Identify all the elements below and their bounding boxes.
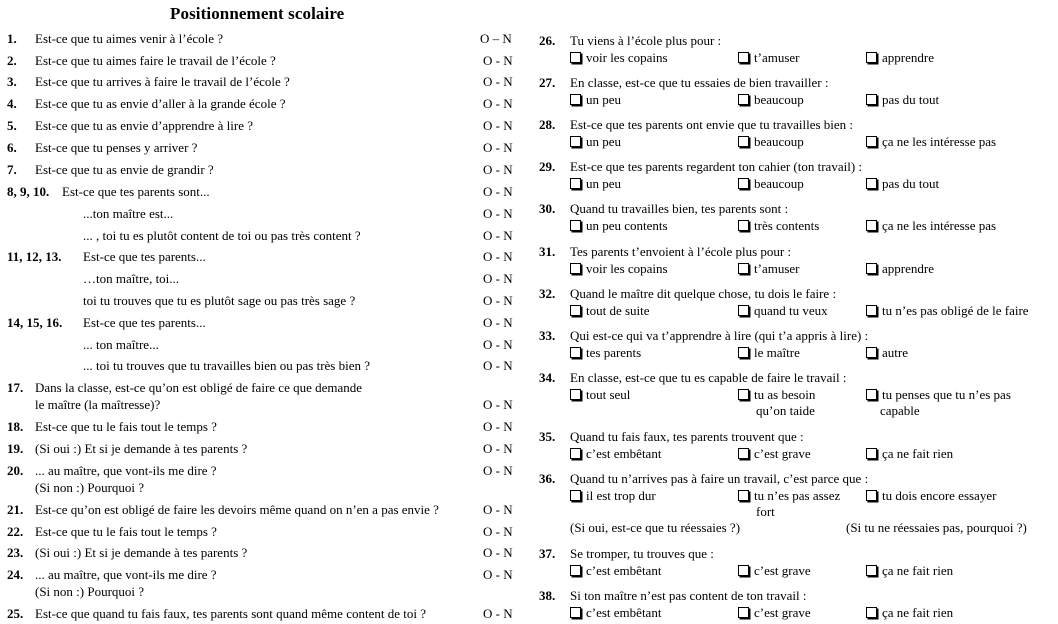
checkbox-icon[interactable] (866, 448, 877, 459)
checkbox-label: un peu (586, 176, 622, 191)
checkbox-label: t’amuser (754, 50, 800, 65)
checkbox-label: ça ne les intéresse pas (882, 218, 997, 233)
checkbox-option[interactable] (866, 387, 1011, 402)
checkbox-label: ça ne les intéresse pas (882, 134, 997, 149)
question-number: 25. (7, 606, 24, 621)
checkbox-label: pas du tout (882, 92, 940, 107)
question-number: 26. (539, 33, 556, 48)
yes-no-choice[interactable]: O - N (483, 337, 513, 352)
checkbox-label: c’est embêtant (586, 563, 662, 578)
yes-no-choice[interactable]: O - N (483, 567, 513, 582)
checkbox-label: tu as besoin (754, 387, 816, 402)
checkbox-label: tes parents (586, 345, 642, 360)
checkbox-icon[interactable] (866, 305, 877, 316)
checkbox-icon[interactable] (570, 490, 581, 501)
checkbox-icon[interactable] (738, 448, 749, 459)
yes-no-choice[interactable]: O - N (483, 74, 513, 89)
question-text: En classe, est-ce que tu essaies de bien travailler : (570, 75, 829, 90)
yes-no-choice[interactable]: O - N (483, 140, 513, 155)
question-text: ... ton maître... (83, 337, 159, 352)
checkbox-icon[interactable] (738, 263, 749, 274)
yes-no-choice[interactable]: O - N (483, 293, 513, 308)
question-text: Est-ce que tes parents regardent ton cahier (ton travail) : (570, 159, 863, 174)
follow-up-note: (Si oui, est-ce que tu réessaies ?) (570, 520, 741, 535)
question-number: 21. (7, 502, 24, 517)
checkbox-option[interactable] (866, 563, 953, 578)
checkbox-icon[interactable] (570, 52, 581, 63)
question-number: 1. (7, 31, 17, 46)
checkbox-label: il est trop dur (586, 488, 656, 503)
checkbox-label: c’est embêtant (586, 446, 662, 461)
checkbox-icon[interactable] (738, 52, 749, 63)
checkbox-icon[interactable] (866, 565, 877, 576)
checkbox-label: le maître (754, 345, 800, 360)
question-number: 38. (539, 588, 556, 603)
yes-no-choice[interactable]: O – N (480, 31, 512, 46)
checkbox-label: ça ne fait rien (882, 563, 954, 578)
checkbox-option[interactable] (738, 488, 840, 503)
question-number: 6. (7, 140, 17, 155)
yes-no-choice[interactable]: O - N (483, 502, 513, 517)
checkbox-label-continued: fort (756, 504, 775, 519)
checkbox-label: ça ne fait rien (882, 446, 954, 461)
question-text: ... au maître, que vont-ils me dire ? (35, 463, 217, 478)
checkbox-icon[interactable] (866, 220, 877, 231)
checkbox-icon[interactable] (738, 565, 749, 576)
checkbox-icon[interactable] (866, 178, 877, 189)
question-text: Quand tu fais faux, tes parents trouvent que : (570, 429, 804, 444)
checkbox-label: tout de suite (586, 303, 650, 318)
question-text: Est-ce que tu aimes venir à l’école ? (35, 31, 224, 46)
question-text: Est-ce que tu aimes faire le travail de l’école ? (35, 53, 276, 68)
checkbox-icon[interactable] (866, 347, 877, 358)
yes-no-choice[interactable]: O - N (483, 463, 513, 478)
question-number: 29. (539, 159, 556, 174)
checkbox-label: quand tu veux (754, 303, 828, 318)
checkbox-label: c’est embêtant (586, 605, 662, 620)
checkbox-option[interactable] (570, 261, 668, 276)
yes-no-choice[interactable]: O - N (483, 545, 513, 560)
checkbox-icon[interactable] (570, 565, 581, 576)
checkbox-icon[interactable] (866, 136, 877, 147)
question-number: 32. (539, 286, 556, 301)
question-text: Est-ce que tu arrives à faire le travail de l’école ? (35, 74, 290, 89)
question-text: …ton maître, toi... (83, 271, 180, 286)
checkbox-icon[interactable] (866, 607, 877, 618)
question-number: 19. (7, 441, 24, 456)
question-number: 4. (7, 96, 17, 111)
checkbox-option[interactable] (570, 218, 668, 233)
question-number: 5. (7, 118, 17, 133)
question-text: Est-ce que tes parents... (83, 315, 206, 330)
checkbox-icon[interactable] (738, 94, 749, 105)
question-number: 17. (7, 380, 24, 395)
checkbox-option[interactable] (866, 345, 908, 360)
question-text: Est-ce que tu as envie de grandir ? (35, 162, 214, 177)
checkbox-label-continued: capable (880, 403, 920, 418)
checkbox-label: ça ne fait rien (882, 605, 954, 620)
question-text: (Si oui :) Et si je demande à tes parents ? (35, 545, 248, 560)
checkbox-option[interactable] (738, 563, 811, 578)
yes-no-choice[interactable]: O - N (483, 118, 513, 133)
yes-no-choice[interactable]: O - N (483, 397, 513, 412)
checkbox-label-continued: qu’on taide (756, 403, 815, 418)
checkbox-icon[interactable] (866, 389, 877, 400)
checkbox-icon[interactable] (570, 136, 581, 147)
question-text: Est-ce que tes parents... (83, 249, 206, 264)
question-number: 3. (7, 74, 17, 89)
checkbox-label: pas du tout (882, 176, 940, 191)
checkbox-option[interactable] (570, 50, 668, 65)
checkbox-icon[interactable] (866, 490, 877, 501)
question-number: 20. (7, 463, 24, 478)
question-text: ...ton maître est... (83, 206, 174, 221)
checkbox-icon[interactable] (570, 389, 581, 400)
checkbox-label: c’est grave (754, 605, 811, 620)
page-title: Positionnement scolaire (170, 4, 345, 23)
checkbox-option[interactable] (738, 387, 815, 402)
question-text: ... au maître, que vont-ils me dire ? (35, 567, 217, 582)
yes-no-choice[interactable]: O - N (483, 162, 513, 177)
checkbox-option[interactable] (866, 303, 1029, 318)
question-text: En classe, est-ce que tu es capable de faire le travail : (570, 370, 847, 385)
checkbox-icon[interactable] (570, 263, 581, 274)
checkbox-option[interactable] (738, 218, 819, 233)
question-number: 7. (7, 162, 17, 177)
question-text: (Si oui :) Et si je demande à tes parents ? (35, 441, 248, 456)
yes-no-choice[interactable]: O - N (483, 53, 513, 68)
question-text: Dans la classe, est-ce qu’on est obligé de faire ce que demande (35, 380, 363, 395)
checkbox-label: voir les copains (586, 261, 668, 276)
question-text: Quand tu n’arrives pas à faire un travail, c’est parce que : (570, 471, 869, 486)
question-number: 31. (539, 244, 556, 259)
checkbox-icon[interactable] (866, 263, 877, 274)
checkbox-icon[interactable] (738, 389, 749, 400)
checkbox-label: beaucoup (754, 92, 804, 107)
yes-no-choice[interactable]: O - N (483, 206, 513, 221)
question-text: Tu viens à l’école plus pour : (570, 33, 722, 48)
question-text: Qui est-ce qui va t’apprendre à lire (qui t’a appris à lire) : (570, 328, 869, 343)
checkbox-option[interactable] (570, 488, 656, 503)
yes-no-choice[interactable]: O - N (483, 184, 513, 199)
question-number: 14, 15, 16. (7, 315, 63, 330)
yes-no-choice[interactable]: O - N (483, 271, 513, 286)
checkbox-label: voir les copains (586, 50, 668, 65)
question-text-continued: (Si non :) Pourquoi ? (35, 584, 145, 599)
checkbox-option[interactable] (866, 218, 996, 233)
checkbox-label: beaucoup (754, 176, 804, 191)
checkbox-option[interactable] (866, 134, 996, 149)
right-column (530, 0, 1058, 624)
checkbox-icon[interactable] (570, 607, 581, 618)
yes-no-choice[interactable]: O - N (483, 96, 513, 111)
question-number: 28. (539, 117, 556, 132)
question-text: Est-ce que tes parents ont envie que tu travailles bien : (570, 117, 854, 132)
checkbox-icon[interactable] (570, 347, 581, 358)
checkbox-option[interactable] (738, 92, 804, 107)
checkbox-label: beaucoup (754, 134, 804, 149)
checkbox-icon[interactable] (738, 178, 749, 189)
checkbox-icon[interactable] (738, 607, 749, 618)
checkbox-icon[interactable] (866, 94, 877, 105)
checkbox-label: apprendre (882, 50, 934, 65)
checkbox-icon[interactable] (738, 305, 749, 316)
yes-no-choice[interactable]: O - N (483, 228, 513, 243)
checkbox-label: un peu (586, 92, 622, 107)
checkbox-option[interactable] (866, 50, 934, 65)
checkbox-label: autre (882, 345, 908, 360)
checkbox-option[interactable] (570, 303, 650, 318)
checkbox-option[interactable] (738, 50, 799, 65)
checkbox-icon[interactable] (570, 94, 581, 105)
question-number: 11, 12, 13. (7, 249, 62, 264)
question-text-continued: (Si non :) Pourquoi ? (35, 480, 145, 495)
question-text: Est-ce que tu penses y arriver ? (35, 140, 198, 155)
checkbox-icon[interactable] (738, 490, 749, 501)
question-text: Est-ce que tu le fais tout le temps ? (35, 419, 217, 434)
checkbox-label: un peu (586, 134, 622, 149)
question-number: 22. (7, 524, 24, 539)
question-text: Quand tu travailles bien, tes parents sont : (570, 201, 789, 216)
checkbox-option[interactable] (738, 176, 804, 191)
checkbox-option[interactable] (738, 345, 800, 360)
question-text: ... toi tu trouves que tu travailles bien ou pas très bien ? (83, 358, 371, 373)
question-number: 36. (539, 471, 556, 486)
checkbox-option[interactable] (866, 92, 939, 107)
question-text: Quand le maître dit quelque chose, tu dois le faire : (570, 286, 837, 301)
checkbox-label: tu dois encore essayer (882, 488, 997, 503)
checkbox-icon[interactable] (738, 220, 749, 231)
checkbox-option[interactable] (570, 387, 630, 402)
checkbox-label: t’amuser (754, 261, 800, 276)
checkbox-icon[interactable] (570, 178, 581, 189)
checkbox-option[interactable] (738, 261, 799, 276)
question-text: ... , toi tu es plutôt content de toi ou pas très content ? (83, 228, 361, 243)
checkbox-label: tout seul (586, 387, 631, 402)
checkbox-icon[interactable] (570, 305, 581, 316)
question-text: Se tromper, tu trouves que : (570, 546, 714, 561)
checkbox-label: apprendre (882, 261, 934, 276)
checkbox-option[interactable] (738, 303, 828, 318)
checkbox-option[interactable] (866, 605, 953, 620)
checkbox-option[interactable] (570, 92, 621, 107)
checkbox-option[interactable] (570, 176, 621, 191)
question-number: 23. (7, 545, 24, 560)
question-number: 33. (539, 328, 556, 343)
question-text: Est-ce qu’on est obligé de faire les devoirs même quand on n’en a pas envie ? (35, 502, 439, 517)
checkbox-icon[interactable] (738, 347, 749, 358)
checkbox-label: tu n’es pas assez (754, 488, 841, 503)
checkbox-label: c’est grave (754, 563, 811, 578)
checkbox-label: tu n’es pas obligé de le faire (882, 303, 1029, 318)
checkbox-icon[interactable] (570, 220, 581, 231)
checkbox-option[interactable] (570, 134, 621, 149)
checkbox-option[interactable] (738, 605, 811, 620)
question-text: Si ton maître n’est pas content de ton travail : (570, 588, 807, 603)
checkbox-option[interactable] (866, 446, 953, 461)
checkbox-option[interactable] (570, 446, 661, 461)
question-number: 2. (7, 53, 17, 68)
question-number: 35. (539, 429, 556, 444)
question-number: 34. (539, 370, 556, 385)
question-number: 24. (7, 567, 24, 582)
question-text: Est-ce que tu as envie d’aller à la grande école ? (35, 96, 286, 111)
checkbox-icon[interactable] (866, 52, 877, 63)
checkbox-icon[interactable] (570, 448, 581, 459)
yes-no-choice[interactable]: O - N (483, 358, 513, 373)
question-text: Est-ce que tu le fais tout le temps ? (35, 524, 217, 539)
yes-no-choice[interactable]: O - N (483, 606, 513, 621)
checkbox-label: c’est grave (754, 446, 811, 461)
question-text: Tes parents t’envoient à l’école plus pour : (570, 244, 792, 259)
question-number: 37. (539, 546, 556, 561)
yes-no-choice[interactable]: O - N (483, 315, 513, 330)
question-number: 27. (539, 75, 556, 90)
yes-no-choice[interactable]: O - N (483, 524, 513, 539)
checkbox-option[interactable] (866, 176, 939, 191)
checkbox-option[interactable] (570, 605, 661, 620)
checkbox-option[interactable] (738, 134, 804, 149)
question-text: Est-ce que tu as envie d’apprendre à lire ? (35, 118, 254, 133)
question-text: toi tu trouves que tu es plutôt sage ou pas très sage ? (83, 293, 356, 308)
checkbox-option[interactable] (738, 446, 811, 461)
checkbox-option[interactable] (570, 563, 661, 578)
checkbox-label: tu penses que tu n’es pas (882, 387, 1011, 402)
question-number: 18. (7, 419, 24, 434)
checkbox-label: très contents (754, 218, 820, 233)
yes-no-choice[interactable]: O - N (483, 419, 513, 434)
follow-up-note: (Si tu ne réessaies pas, pourquoi ?) (846, 520, 1027, 535)
question-number: 8, 9, 10. (7, 184, 50, 199)
question-number: 30. (539, 201, 556, 216)
checkbox-option[interactable] (570, 345, 641, 360)
question-text: Est-ce que tes parents sont... (62, 184, 210, 199)
checkbox-option[interactable] (866, 261, 934, 276)
checkbox-option[interactable] (866, 488, 996, 503)
yes-no-choice[interactable]: O - N (483, 441, 513, 456)
checkbox-label: un peu contents (586, 218, 668, 233)
yes-no-choice[interactable]: O - N (483, 249, 513, 264)
question-text: Est-ce que quand tu fais faux, tes parents sont quand même content de toi ? (35, 606, 426, 621)
question-text-continued: le maître (la maîtresse)? (35, 397, 161, 412)
checkbox-icon[interactable] (738, 136, 749, 147)
